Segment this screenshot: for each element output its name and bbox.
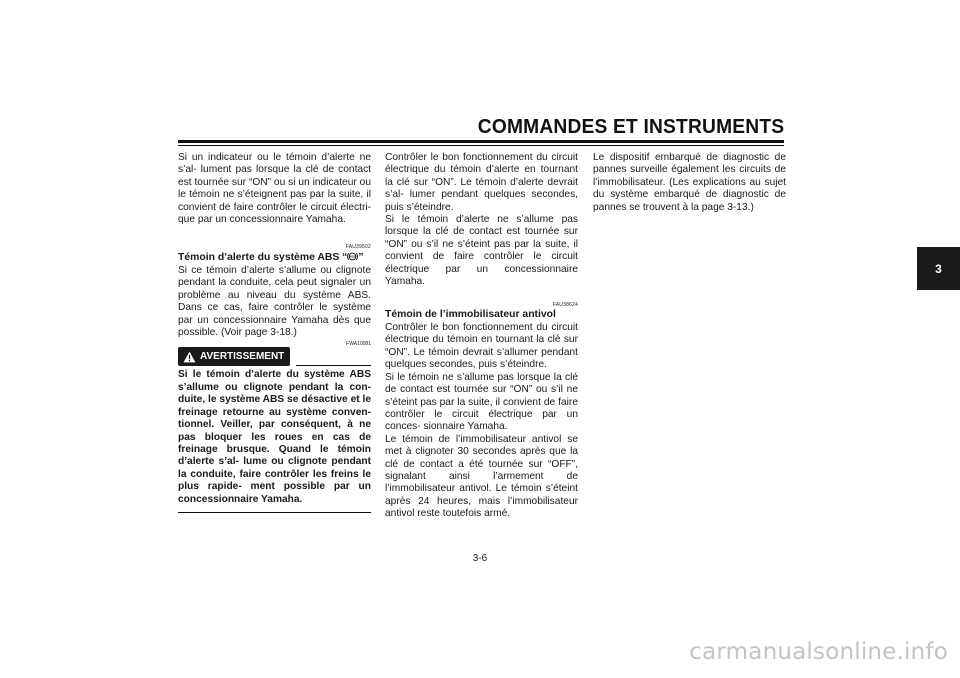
warning-badge (178, 347, 290, 366)
header-rule-thick (178, 140, 784, 143)
warning-label: AVERTISSEMENT (200, 350, 285, 362)
section-code: FAU39502 (345, 244, 371, 251)
chapter-tab[interactable]: 3 (917, 247, 960, 290)
diagnostic-paragraph: Le dispositif embarqué de diagnostic de pannes surveille également les circuits de l’immobilisateur. (Les explications au sujet du système embarqué de diagnostic de pannes se trouvent à la page 3-13.) (593, 152, 786, 213)
page-number: 3-6 (472, 553, 488, 564)
warning-text: Si le témoin d’alerte du système ABS s’allume ou clignote pendant la con- duite, le système ABS se désactive et le freinage retourne au système conven- tionnel. Veiller, par conséquent, à ne pas bloquer les roues en cas de freinage brusque. Quand le témoin d’alerte s’al- lume ou clignote pendant la conduite, faire contrôler les freins le plus rapide- ment possible par un concessionnaire Yamaha. (178, 369, 371, 512)
abs-section-heading (178, 251, 371, 265)
warning-header (178, 341, 371, 366)
abs-heading-text: Témoin d’alerte du système ABS “ (178, 252, 348, 264)
abs-heading-suffix: ” (358, 252, 364, 264)
column-3 (593, 152, 786, 214)
abs-warning-icon (347, 251, 358, 262)
column-1 (178, 152, 371, 513)
abs-check-paragraph: Contrôler le bon fonctionnement du circuit électrique du témoin d’alerte en tournant la clé sur “ON”. Le témoin d’alerte devrait s’al- lumer pendant quelques secondes, puis s’éteindre. (385, 152, 578, 213)
immobilizer-section-heading: Témoin de l’immobilisateur antivol (385, 309, 556, 321)
warning-code: FWA10081 (346, 341, 371, 348)
column-2 (385, 152, 578, 521)
page-title: COMMANDES ET INSTRUMENTS (477, 116, 784, 138)
immobilizer-fault-paragraph: Si le témoin ne s’allume pas lorsque la clé de contact est tournée sur “ON” ou s’il ne s’éteint pas par la suite, il convient de faire contrôler le circuit électrique par un conces- sionnaire Yamaha. (385, 371, 578, 433)
intro-paragraph: Si un indicateur ou le témoin d’alerte ne s’al- lument pas lorsque la clé de contact est tournée sur “ON” ou si un indicateur ou le témoin ne s’éteignent pas par la suite, il convient de faire contrôler le circuit électri- que par un concessionnaire Yamaha. (178, 152, 371, 226)
watermark[interactable]: carmanualsonline.info (689, 639, 948, 665)
section-code: FAU38624 (552, 302, 578, 309)
warning-rule (296, 365, 371, 366)
header-rule-thin (178, 145, 784, 146)
warning-triangle-icon (183, 351, 196, 363)
immobilizer-check-paragraph: Contrôler le bon fonctionnement du circuit électrique du témoin en tournant la clé sur “ON”. Le témoin devrait s’allumer pendant quelques secondes, puis s’éteindre. (385, 322, 578, 371)
svg-text:ABS: ABS (349, 255, 357, 260)
immobilizer-arming-paragraph: Le témoin de l’immobilisateur antivol se met à clignoter 30 secondes après que la clé de contact a été tournée sur “OFF”, signalant ainsi l’armement de l’immobilisateur antivol. Le témoin s’éteint après 24 heures, mais l’immobilisateur antivol reste toutefois armé. (385, 433, 578, 520)
abs-fault-paragraph: Si le témoin d’alerte ne s’allume pas lorsque la clé de contact est tournée sur “ON” ou s’il ne s’éteint pas par la suite, il convient de faire contrôler le circuit électrique par un concessionnaire Yamaha. (385, 214, 578, 288)
abs-body-paragraph: Si ce témoin d’alerte s’allume ou clignote pendant la conduite, cela peut signaler un problème au niveau du système ABS. Dans ce cas, faire contrôler le système par un concessionnaire Yamaha dès que possible. (Voir page 3-18.) (178, 265, 371, 339)
